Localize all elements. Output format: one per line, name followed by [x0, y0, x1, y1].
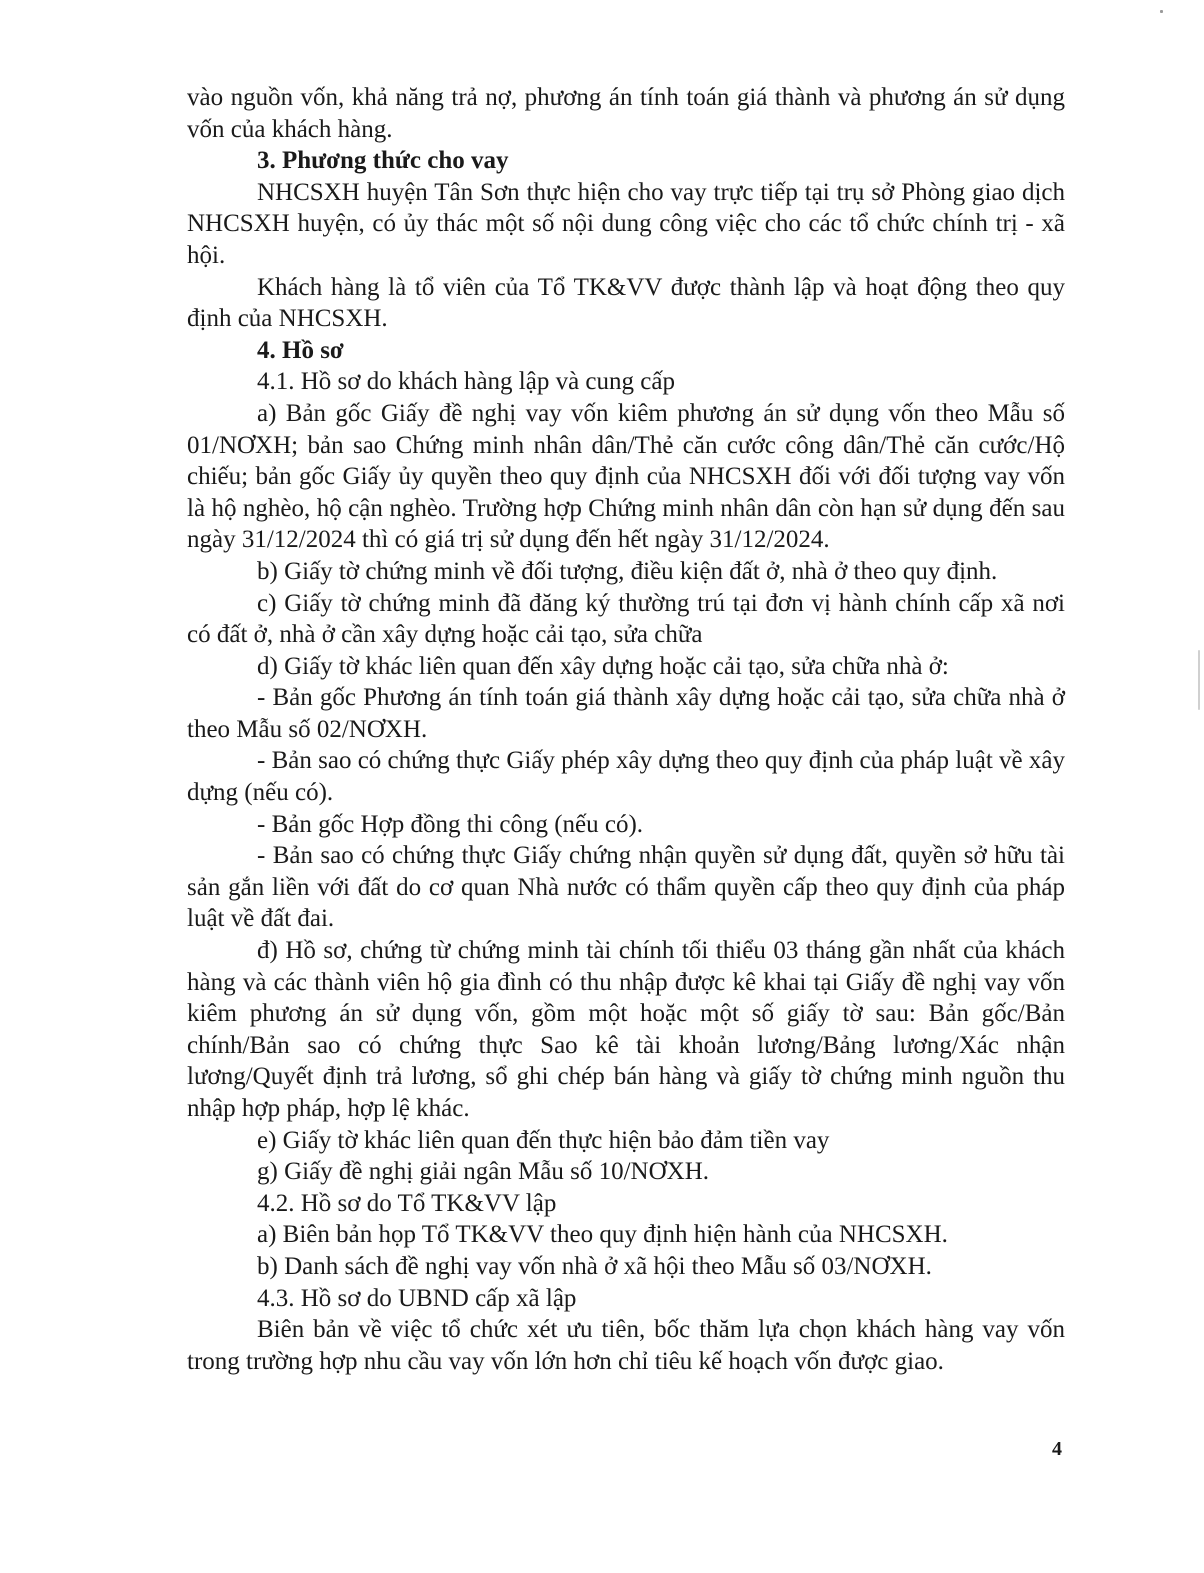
section-heading-dossier: 4. Hồ sơ — [257, 336, 344, 364]
list-item-dd-financial-proof: đ) Hồ sơ, chứng từ chứng minh tài chính tối thiểu 03 tháng gần nhất của khách hàng và các thành viên hộ gia đình có thu nhập được kê khai tại Giấy đề nghị vay vốn kiêm phương án sử dụng vốn, gồm một hoặc một số giấy tờ sau: Bản gốc/Bản chính/Bản sao có chứng thực Sao kê tài khoản lương/Bảng lương/Xác nhận lương/Quyết định trả lương, sổ ghi chép bán hàng và giấy tờ chứng minh nguồn thu nhập hợp pháp, hợp lệ khác. — [187, 937, 1065, 1122]
paragraph-intro-continuation: vào nguồn vốn, khả năng trả nợ, phương án tính toán giá thành và phương án sử dụng vốn của khách hàng. — [187, 84, 1065, 143]
bullet-building-permit: - Bản sao có chứng thực Giấy phép xây dựng theo quy định của pháp luật về xây dựng (nếu có). — [187, 747, 1065, 807]
bullet-land-certificate: - Bản sao có chứng thực Giấy chứng nhận quyền sử dụng đất, quyền sở hữu tài sản gắn liền với đất do cơ quan Nhà nước có thẩm quyền cấp theo quy định của pháp luật về đất đai. — [187, 842, 1065, 933]
list-item-d-construction-docs: d) Giấy tờ khác liên quan đến xây dựng hoặc cải tạo, sửa chữa nhà ở: — [257, 652, 949, 680]
subsection-heading-4-3: 4.3. Hồ sơ do UBND cấp xã lập — [257, 1284, 577, 1312]
scan-mark — [1198, 650, 1200, 710]
list-item-c-residence-proof: c) Giấy tờ chứng minh đã đăng ký thường trú tại đơn vị hành chính cấp xã nơi có đất ở, nhà ở cần xây dựng hoặc cải tạo, sửa chữa — [187, 589, 1065, 649]
paragraph-commune-minutes: Biên bản về việc tổ chức xét ưu tiên, bốc thăm lựa chọn khách hàng vay vốn trong trường hợp nhu cầu vay vốn lớn hơn chỉ tiêu kế hoạch vốn được giao. — [187, 1316, 1065, 1375]
bullet-construction-contract: - Bản gốc Hợp đồng thi công (nếu có). — [257, 810, 644, 838]
list-item-a-meeting-minutes: a) Biên bản họp Tổ TK&VV theo quy định hiện hành của NHCSXH. — [257, 1221, 948, 1249]
page-number: 4 — [1052, 1438, 1062, 1460]
list-item-b-borrower-list: b) Danh sách đề nghị vay vốn nhà ở xã hội theo Mẫu số 03/NƠXH. — [257, 1252, 932, 1280]
list-item-b-eligibility-proof: b) Giấy tờ chứng minh về đối tượng, điều kiện đất ở, nhà ở theo quy định. — [257, 557, 998, 585]
section-heading-lending-method: 3. Phương thức cho vay — [257, 147, 509, 175]
list-item-g-disbursement-request: g) Giấy đề nghị giải ngân Mẫu số 10/NƠXH. — [257, 1158, 710, 1186]
scan-mark — [1160, 10, 1163, 13]
document-body — [187, 82, 1065, 1377]
bullet-cost-plan: - Bản gốc Phương án tính toán giá thành xây dựng hoặc cải tạo, sửa chữa nhà ở theo Mẫu số 02/NƠXH. — [187, 684, 1065, 743]
paragraph-lending-method-2: Khách hàng là tổ viên của Tổ TK&VV được thành lập và hoạt động theo quy định của NHCSXH. — [187, 273, 1065, 333]
paragraph-lending-method-1: NHCSXH huyện Tân Sơn thực hiện cho vay trực tiếp tại trụ sở Phòng giao dịch NHCSXH huyện, có ủy thác một số nội dung công việc cho các tổ chức chính trị - xã hội. — [187, 178, 1065, 269]
list-item-a-original-request: a) Bản gốc Giấy đề nghị vay vốn kiêm phương án sử dụng vốn theo Mẫu số 01/NƠXH; bản sao Chứng minh nhân dân/Thẻ căn cước công dân/Thẻ căn cước/Hộ chiếu; bản gốc Giấy ủy quyền theo quy định của NHCSXH đối với đối tượng vay vốn là hộ nghèo, hộ cận nghèo. Trường hợp Chứng minh nhân dân còn hạn sử dụng đến sau ngày 31/12/2024 thì có giá trị sử dụng đến hết ngày 31/12/2024. — [187, 399, 1065, 554]
subsection-heading-4-1: 4.1. Hồ sơ do khách hàng lập và cung cấp — [257, 368, 675, 396]
list-item-e-collateral-docs: e) Giấy tờ khác liên quan đến thực hiện bảo đảm tiền vay — [257, 1126, 830, 1154]
subsection-heading-4-2: 4.2. Hồ sơ do Tổ TK&VV lập — [257, 1189, 557, 1217]
